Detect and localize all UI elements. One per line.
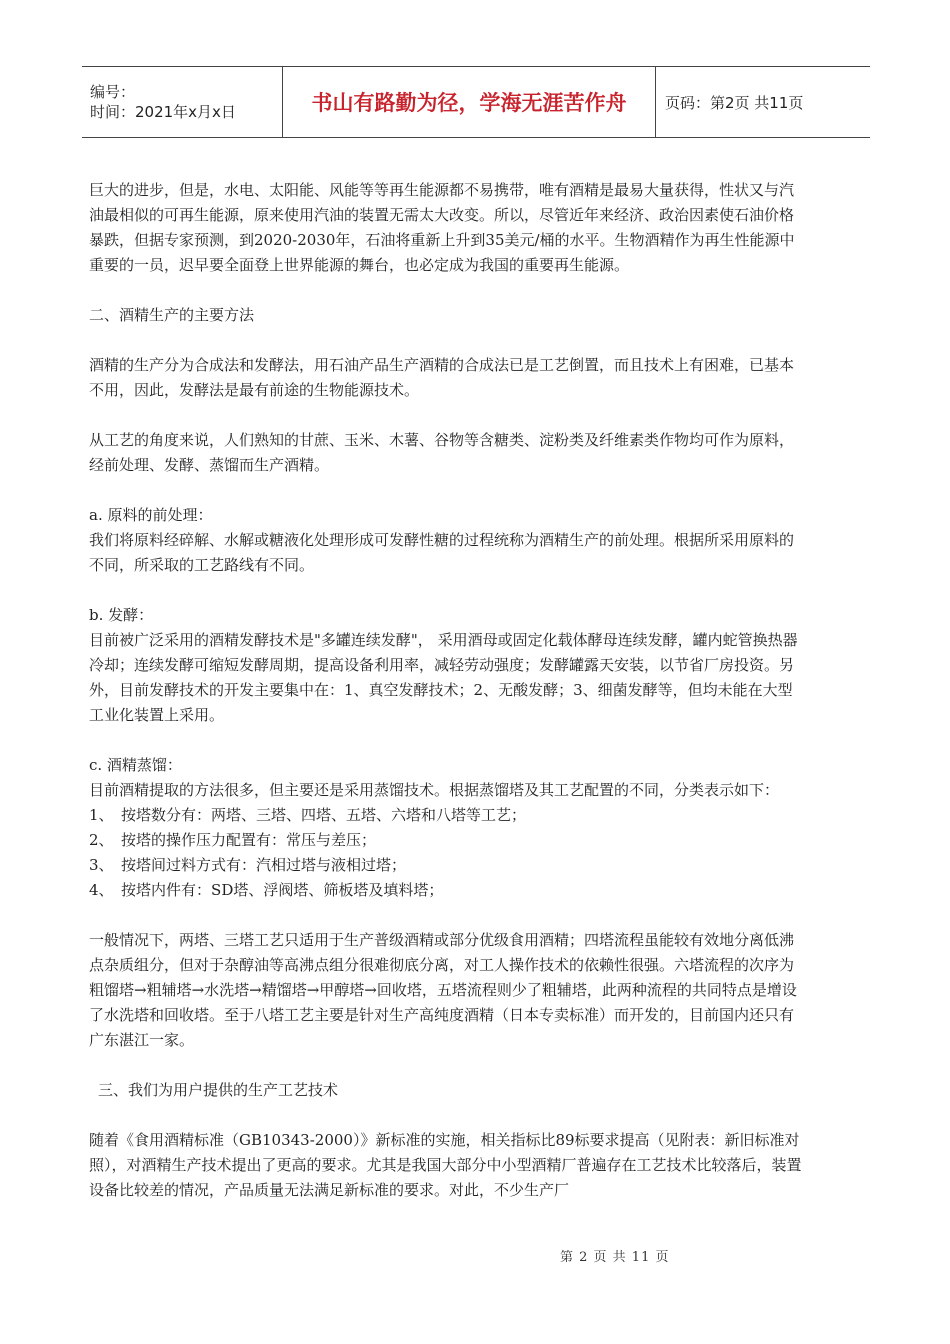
list-item: 4、 按塔内件有：SD塔、浮阀塔、筛板塔及填料塔； [89, 881, 444, 899]
document-number-label: 编号： [90, 83, 136, 101]
subsection-c-heading: c. 酒精蒸馏： [89, 756, 182, 774]
section-2-heading: 二、酒精生产的主要方法 [89, 306, 255, 324]
page-footer-number: 第 2 页 共 11 页 [560, 1250, 670, 1265]
section-2-paragraph-2: 从工艺的角度来说，人们熟知的甘蔗、玉米、木薯、谷物等含糖类、淀粉类及纤维素类作物均可作为原料，经前处理、发酵、蒸馏而生产酒精。 [89, 431, 795, 474]
header-page-info: 页码：第2页 共11页 [665, 93, 804, 112]
subsection-b-text: 目前被广泛采用的酒精发酵技术是"多罐连续发酵"， 采用酒母或固定化载体酵母连续发酵，罐内蛇管换热器冷却；连续发酵可缩短发酵周期，提高设备利用率，减轻劳动强度；发酵罐露天安装，以节省厂房投资。另外，目前发酵技术的开发主要集中在：1、真空发酵技术；2、无酸发酵；3、细菌发酵等，但均未能在大型工业化装置上采用。 [89, 631, 798, 724]
section-2-paragraph-1: 酒精的生产分为合成法和发酵法，用石油产品生产酒精的合成法已是工艺倒置，而且技术上有困难，已基本不用，因此，发酵法是最有前途的生物能源技术。 [89, 356, 795, 399]
list-item: 3、 按塔间过料方式有：汽相过塔与液相过塔； [89, 856, 407, 874]
document-body [89, 178, 803, 1203]
section-2-paragraph-3: 一般情况下，两塔、三塔工艺只适用于生产普级酒精或部分优级食用酒精；四塔流程虽能较有效地分离低沸点杂质组分，但对于杂醇油等高沸点组分很难彻底分离，对工人操作技术的依赖性很强。六塔流程的次序为粗馏塔→粗辅塔→水洗塔→精馏塔→甲醇塔→回收塔，五塔流程则少了粗辅塔，此两种流程的共同特点是增设了水洗塔和回收塔。至于八塔工艺主要是针对生产高纯度酒精（日本专卖标准）而开发的，目前国内还只有广东湛江一家。 [89, 931, 797, 1049]
list-item: 2、 按塔的操作压力配置有：常压与差压； [89, 831, 377, 849]
list-item: 1、 按塔数分有：两塔、三塔、四塔、五塔、六塔和八塔等工艺； [89, 806, 527, 824]
header-meta [82, 67, 282, 137]
header-motto: 书山有路勤为径，学海无涯苦作舟 [282, 67, 656, 137]
section-3-heading: 三、我们为用户提供的生产工艺技术 [98, 1081, 339, 1099]
page-header [82, 66, 870, 138]
section-3-paragraph-1: 随着《食用酒精标准（GB10343-2000）》新标准的实施，相关指标比89标要求提高（见附表：新旧标准对照），对酒精生产技术提出了更高的要求。尤其是我国大部分中小型酒精厂普遍存在工艺技术比较落后，装置设备比较差的情况，产品质量无法满足新标准的要求。对此，不少生产厂 [89, 1131, 802, 1199]
subsection-b-heading: b. 发酵： [89, 606, 154, 624]
subsection-a-heading: a. 原料的前处理： [89, 506, 213, 524]
intro-paragraph: 巨大的进步，但是，水电、太阳能、风能等等再生能源都不易携带，唯有酒精是最易大量获得，性状又与汽油最相似的可再生能源，原来使用汽油的装置无需太大改变。所以，尽管近年来经济、政治因素使石油价格暴跌，但据专家预测，到2020-2030年，石油将重新上升到35美元/桶的水平。生物酒精作为再生性能源中重要的一员，迟早要全面登上世界能源的舞台，也必定成为我国的重要再生能源。 [89, 181, 795, 274]
subsection-c-text: 目前酒精提取的方法很多，但主要还是采用蒸馏技术。根据蒸馏塔及其工艺配置的不同，分类表示如下： [89, 781, 780, 799]
subsection-a-text: 我们将原料经碎解、水解或糖液化处理形成可发酵性糖的过程统称为酒精生产的前处理。根据所采用原料的不同，所采取的工艺路线有不同。 [89, 531, 795, 574]
document-date: 时间：2021年x月x日 [90, 103, 236, 121]
